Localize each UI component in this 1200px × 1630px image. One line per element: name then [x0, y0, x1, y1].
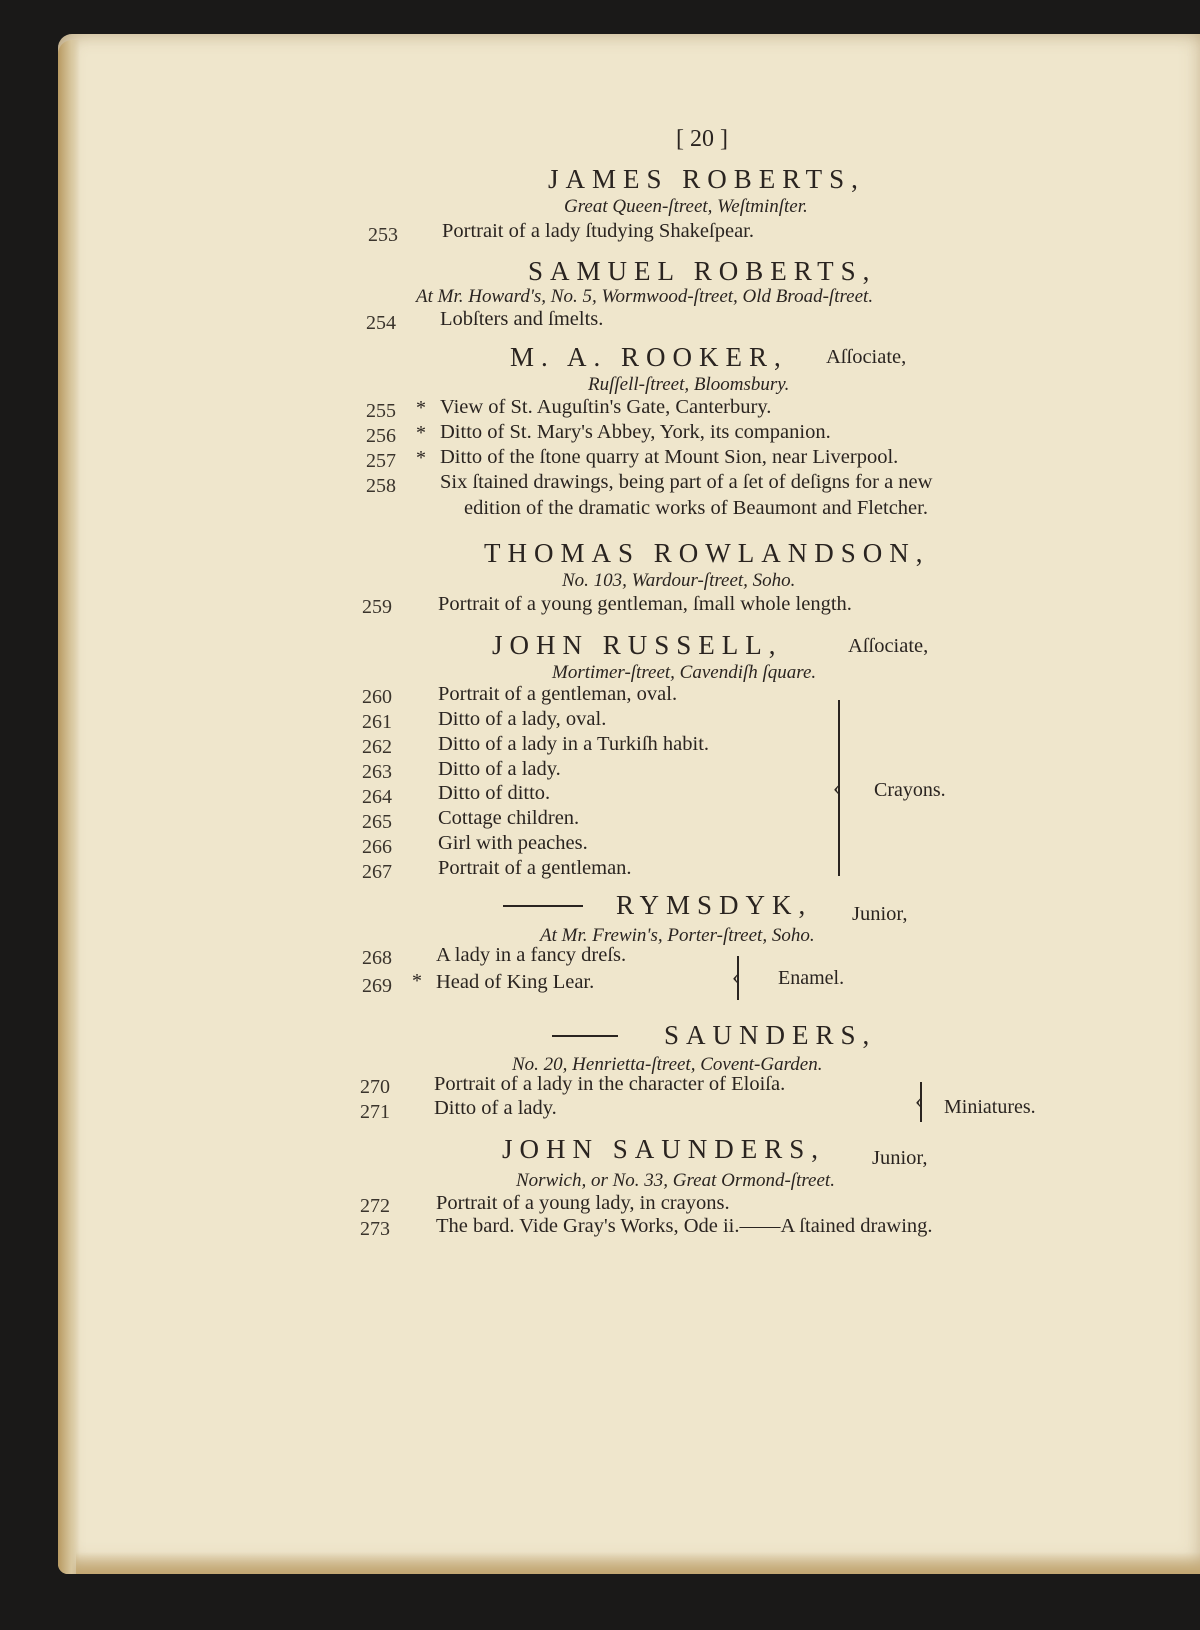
artist-name: JOHN SAUNDERS, [502, 1134, 826, 1164]
entry-text: Ditto of a lady. [434, 1097, 557, 1119]
entry-number: 255 [366, 400, 396, 422]
entry-number: 261 [362, 711, 392, 733]
artist-name: M. A. ROOKER, [510, 342, 788, 372]
entry-number: 270 [360, 1076, 390, 1098]
artist-name: SAUNDERS, [664, 1020, 877, 1050]
artist-status: Aſſociate, [826, 346, 907, 368]
page-number: [ 20 ] [676, 126, 728, 152]
brace-point-icon: ‹ [732, 964, 740, 989]
artist-status: Junior, [852, 903, 908, 925]
entry-text: Ditto of ditto. [438, 782, 551, 804]
name-dash-rule [503, 905, 583, 907]
group-label: Crayons. [874, 779, 946, 801]
entry-text: Ditto of a lady. [438, 758, 561, 780]
entry-number: 257 [366, 450, 396, 472]
artist-name: THOMAS ROWLANDSON, [484, 538, 930, 568]
entry-text: The bard. Vide Gray's Works, Ode ii.——A ſtained drawing. [436, 1215, 933, 1237]
artist-status: Junior, [872, 1147, 928, 1169]
entry-number: 273 [360, 1218, 390, 1240]
entry-number: 266 [362, 836, 392, 858]
entry-text: Portrait of a gentleman, oval. [438, 683, 678, 705]
artist-address: Norwich, or No. 33, Great Ormond-ſtreet. [516, 1170, 835, 1191]
brace-point-icon: ‹ [833, 775, 841, 800]
entry-text: Ditto of St. Mary's Abbey, York, its companion. [440, 421, 831, 443]
entry-text: Portrait of a lady ſtudying Shakeſpear. [442, 220, 754, 242]
entry-number: 258 [366, 475, 396, 497]
entry-number: 271 [360, 1101, 390, 1123]
entry-text: Lobſters and ſmelts. [440, 308, 604, 330]
entry-text: Portrait of a young gentleman, ſmall whole length. [438, 593, 852, 615]
entry-text: A lady in a fancy dreſs. [436, 944, 627, 966]
entry-text: Cottage children. [438, 807, 580, 829]
entry-number: 268 [362, 947, 392, 969]
entry-text: Portrait of a lady in the character of Eloiſa. [434, 1073, 786, 1095]
artist-name: JAMES ROBERTS, [548, 164, 865, 194]
entry-text: Girl with peaches. [438, 832, 588, 854]
entry-text: Ditto of a lady, oval. [438, 708, 607, 730]
exhibit-mark: * [416, 422, 426, 444]
entry-number: 269 [362, 975, 392, 997]
entry-number: 263 [362, 761, 392, 783]
artist-address: At Mr. Frewin's, Porter-ſtreet, Soho. [540, 925, 815, 946]
entry-text: View of St. Auguſtin's Gate, Canterbury. [440, 396, 772, 418]
artist-address: Ruſſell-ſtreet, Bloomsbury. [588, 374, 790, 395]
entry-number: 254 [366, 312, 396, 334]
artist-status: Aſſociate, [848, 635, 929, 657]
group-label: Miniatures. [944, 1096, 1036, 1118]
entry-number: 265 [362, 811, 392, 833]
entry-text: Portrait of a young lady, in crayons. [436, 1192, 730, 1214]
artist-address: At Mr. Howard's, No. 5, Wormwood-ſtreet, Old Broad-ſtreet. [416, 286, 874, 307]
artist-name: RYMSDYK, [616, 890, 813, 920]
entry-text: Six ſtained drawings, being part of a ſet of deſigns for a new [440, 471, 933, 493]
entry-text: Ditto of a lady in a Turkiſh habit. [438, 733, 710, 755]
artist-name: JOHN RUSSELL, [492, 630, 783, 660]
artist-address: Mortimer-ſtreet, Cavendiſh ſquare. [552, 662, 817, 683]
entry-number: 264 [362, 786, 392, 808]
entry-text: Portrait of a gentleman. [438, 857, 632, 879]
brace-point-icon: ‹ [915, 1088, 923, 1113]
entry-text: Head of King Lear. [436, 971, 595, 993]
entry-number: 256 [366, 425, 396, 447]
exhibit-mark: * [416, 397, 426, 419]
artist-name: SAMUEL ROBERTS, [528, 256, 877, 286]
entry-text-continued: edition of the dramatic works of Beaumont and Fletcher. [464, 497, 928, 519]
exhibit-mark: * [416, 447, 426, 469]
entry-number: 259 [362, 596, 392, 618]
artist-address: No. 20, Henrietta-ſtreet, Covent-Garden. [512, 1054, 823, 1075]
entry-text: Ditto of the ſtone quarry at Mount Sion, near Liverpool. [440, 446, 899, 468]
entry-number: 253 [368, 224, 398, 246]
exhibit-mark: * [412, 970, 422, 992]
entry-number: 267 [362, 861, 392, 883]
entry-number: 260 [362, 686, 392, 708]
artist-address: Great Queen-ſtreet, Weſtminſter. [564, 196, 808, 217]
artist-address: No. 103, Wardour-ſtreet, Soho. [562, 570, 796, 591]
entry-number: 262 [362, 736, 392, 758]
name-dash-rule [552, 1035, 618, 1037]
group-label: Enamel. [778, 967, 845, 989]
entry-number: 272 [360, 1195, 390, 1217]
